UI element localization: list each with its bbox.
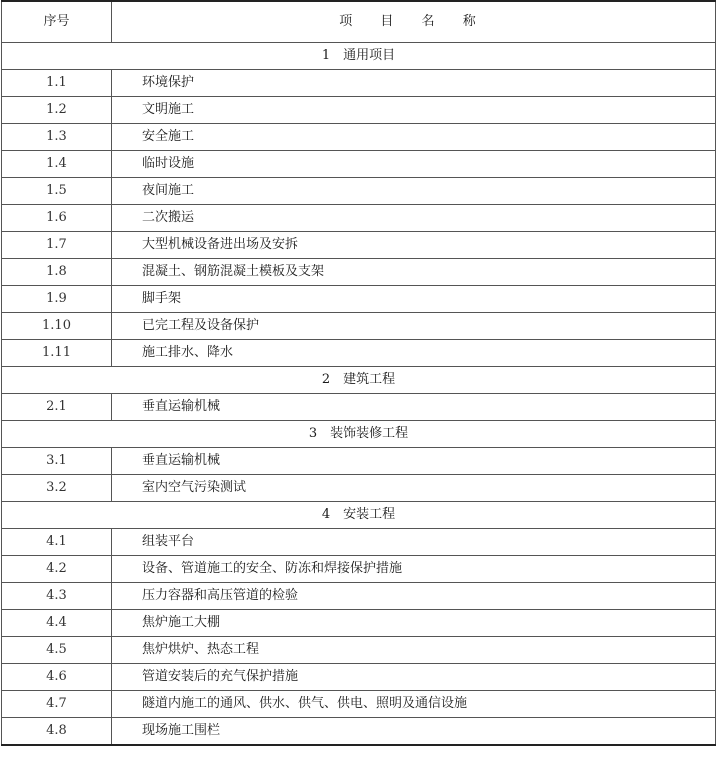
table-row	[2, 232, 716, 259]
item-name: 施工排水、降水	[112, 340, 716, 367]
section-row	[2, 502, 716, 529]
item-name: 压力容器和高压管道的检验	[112, 583, 716, 610]
item-number: 4.8	[2, 718, 112, 746]
table-row	[2, 340, 716, 367]
item-number: 4.1	[2, 529, 112, 556]
section-row	[2, 421, 716, 448]
item-number: 1.11	[2, 340, 112, 367]
table-row	[2, 718, 716, 746]
measures-table	[1, 0, 716, 746]
header-serial-number: 序号	[2, 1, 112, 43]
item-number: 1.10	[2, 313, 112, 340]
item-number: 4.4	[2, 610, 112, 637]
section-title: 3 装饰装修工程	[2, 421, 716, 448]
table-row	[2, 205, 716, 232]
item-number: 1.3	[2, 124, 112, 151]
item-number: 1.2	[2, 97, 112, 124]
table-row	[2, 178, 716, 205]
section-title: 2 建筑工程	[2, 367, 716, 394]
table-body	[2, 43, 716, 746]
section-row	[2, 43, 716, 70]
table-row	[2, 124, 716, 151]
item-number: 1.6	[2, 205, 112, 232]
item-name: 混凝土、钢筋混凝土模板及支架	[112, 259, 716, 286]
item-number: 1.4	[2, 151, 112, 178]
item-name: 组装平台	[112, 529, 716, 556]
item-name: 临时设施	[112, 151, 716, 178]
item-number: 1.8	[2, 259, 112, 286]
item-number: 1.7	[2, 232, 112, 259]
item-name: 夜间施工	[112, 178, 716, 205]
table-row	[2, 637, 716, 664]
table-row	[2, 286, 716, 313]
table-row	[2, 475, 716, 502]
item-name: 文明施工	[112, 97, 716, 124]
item-name: 垂直运输机械	[112, 448, 716, 475]
table-row	[2, 394, 716, 421]
table-row	[2, 70, 716, 97]
table-row	[2, 313, 716, 340]
item-number: 3.1	[2, 448, 112, 475]
table-row	[2, 610, 716, 637]
item-name: 环境保护	[112, 70, 716, 97]
item-name: 已完工程及设备保护	[112, 313, 716, 340]
item-number: 1.9	[2, 286, 112, 313]
item-number: 1.1	[2, 70, 112, 97]
table-row	[2, 151, 716, 178]
table-row	[2, 583, 716, 610]
item-number: 4.7	[2, 691, 112, 718]
header-item-name: 项 目 名 称	[112, 1, 716, 43]
item-name: 隧道内施工的通风、供水、供气、供电、照明及通信设施	[112, 691, 716, 718]
item-name: 脚手架	[112, 286, 716, 313]
item-name: 设备、管道施工的安全、防冻和焊接保护措施	[112, 556, 716, 583]
item-name: 二次搬运	[112, 205, 716, 232]
section-title: 4 安装工程	[2, 502, 716, 529]
table-row	[2, 97, 716, 124]
item-number: 3.2	[2, 475, 112, 502]
section-title: 1 通用项目	[2, 43, 716, 70]
item-number: 2.1	[2, 394, 112, 421]
item-number: 4.5	[2, 637, 112, 664]
table-row	[2, 529, 716, 556]
table-row	[2, 556, 716, 583]
section-row	[2, 367, 716, 394]
item-name: 现场施工围栏	[112, 718, 716, 746]
item-name: 管道安装后的充气保护措施	[112, 664, 716, 691]
item-number: 4.2	[2, 556, 112, 583]
item-name: 垂直运输机械	[112, 394, 716, 421]
table-row	[2, 664, 716, 691]
table-row	[2, 691, 716, 718]
item-name: 安全施工	[112, 124, 716, 151]
item-number: 4.3	[2, 583, 112, 610]
table-row	[2, 259, 716, 286]
item-name: 大型机械设备进出场及安拆	[112, 232, 716, 259]
item-name: 焦炉施工大棚	[112, 610, 716, 637]
item-number: 4.6	[2, 664, 112, 691]
item-name: 焦炉烘炉、热态工程	[112, 637, 716, 664]
table-row	[2, 448, 716, 475]
item-name: 室内空气污染测试	[112, 475, 716, 502]
table-header-row	[2, 1, 716, 43]
item-number: 1.5	[2, 178, 112, 205]
